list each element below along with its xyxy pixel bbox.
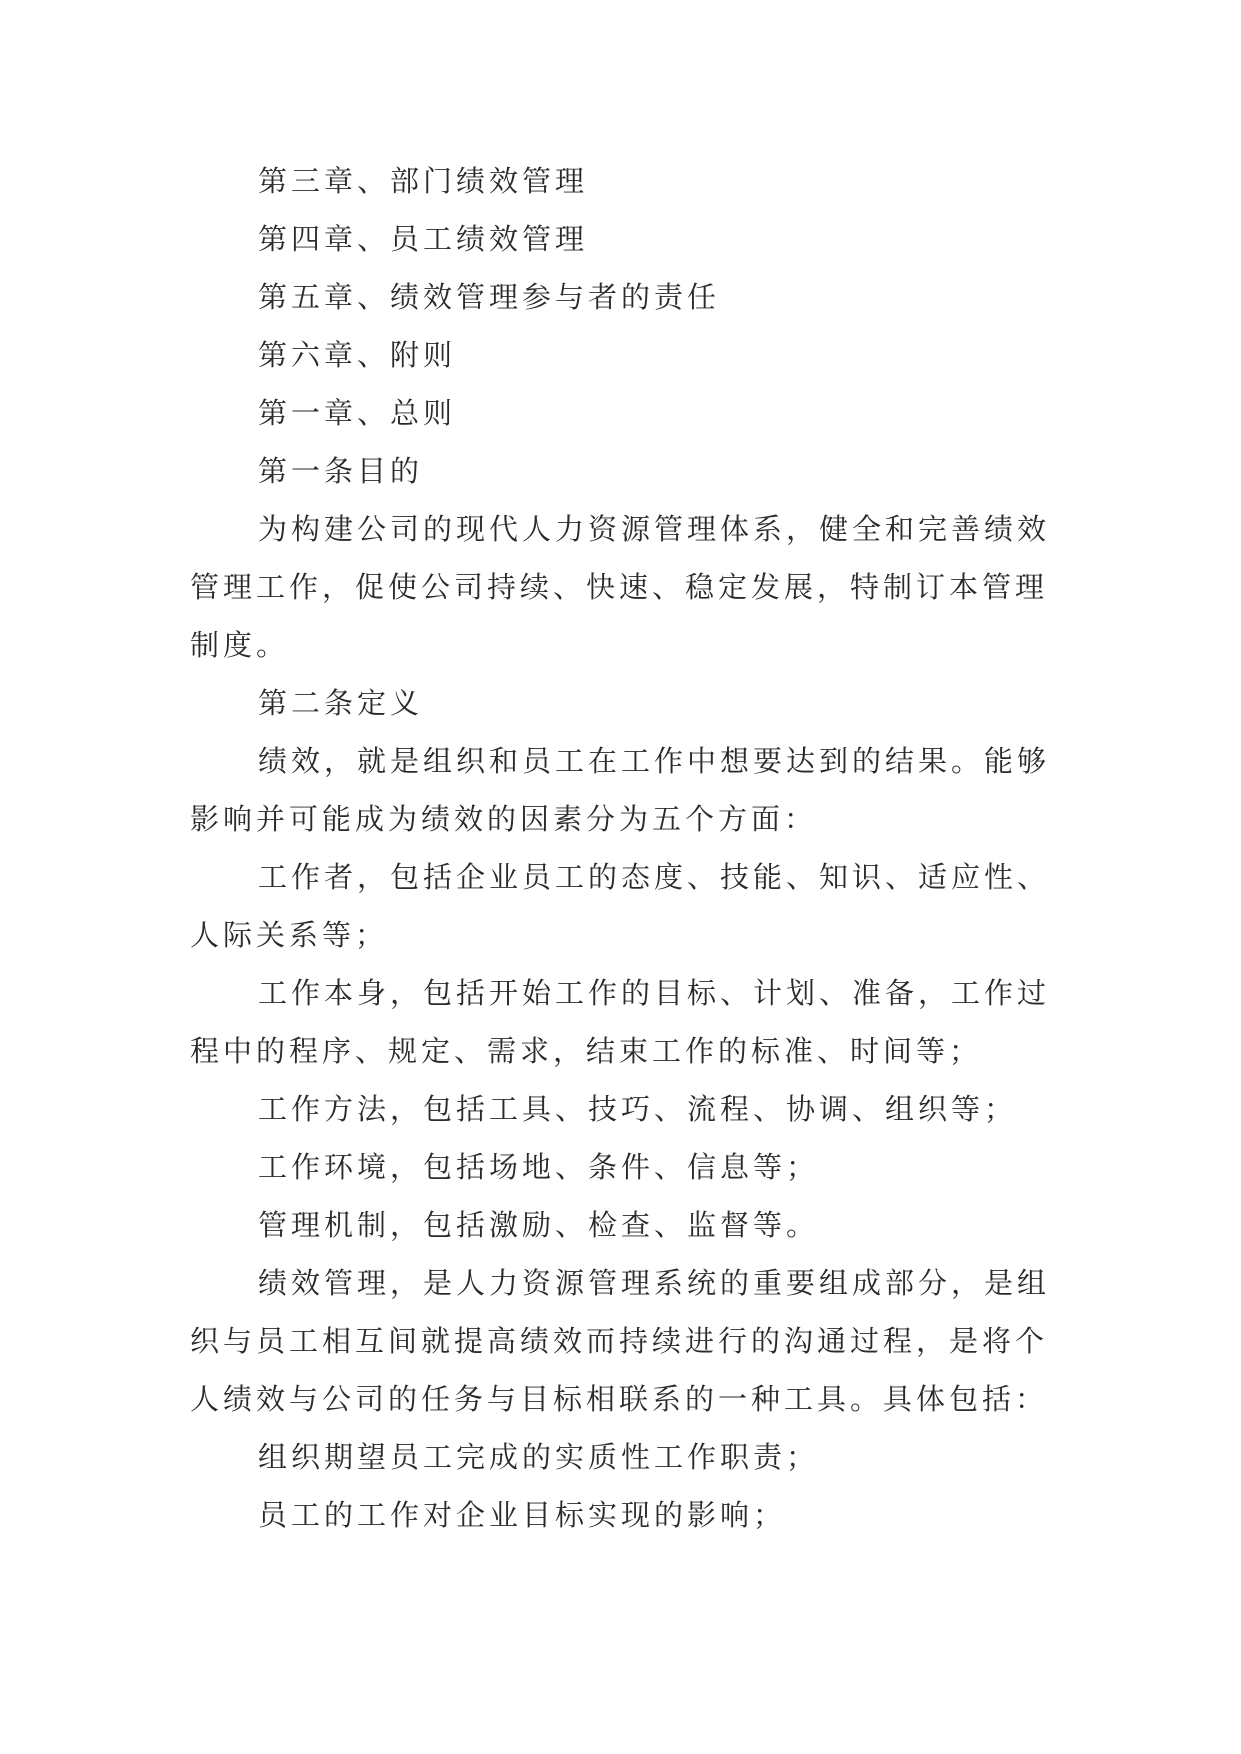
performance-management-line: 织与员工相互间就提高绩效而持续进行的沟通过程，是将个 [190, 1324, 1049, 1358]
factor-management-mechanism: 管理机制，包括激励、检查、监督等。 [258, 1208, 820, 1242]
factor-worker-line: 工作者，包括企业员工的态度、技能、知识、适应性、 [258, 860, 1051, 894]
document-body [190, 152, 1060, 1544]
chapter-1-title: 第一章、总则 [258, 396, 457, 430]
content-item-2: 员工的工作对企业目标实现的影响； [258, 1498, 787, 1532]
toc-chapter-4: 第四章、员工绩效管理 [258, 222, 589, 256]
factor-work-method: 工作方法，包括工具、技巧、流程、协调、组织等； [258, 1092, 1018, 1126]
performance-management-line: 人绩效与公司的任务与目标相联系的一种工具。具体包括： [190, 1382, 1049, 1416]
article-1-line: 制度。 [190, 628, 290, 662]
performance-definition-line: 影响并可能成为绩效的因素分为五个方面： [190, 802, 818, 836]
article-1-line: 为构建公司的现代人力资源管理体系，健全和完善绩效 [258, 512, 1051, 546]
toc-chapter-5: 第五章、绩效管理参与者的责任 [258, 280, 721, 314]
toc-chapter-3: 第三章、部门绩效管理 [258, 164, 589, 198]
factor-work-itself-line: 工作本身，包括开始工作的目标、计划、准备，工作过 [258, 976, 1051, 1010]
content-item-1: 组织期望员工完成的实质性工作职责； [258, 1440, 820, 1474]
article-1-line: 管理工作，促使公司持续、快速、稳定发展，特制订本管理 [190, 570, 1049, 604]
factor-worker-line: 人际关系等； [190, 918, 389, 952]
performance-definition-line: 绩效，就是组织和员工在工作中想要达到的结果。能够 [258, 744, 1051, 778]
factor-work-environment: 工作环境，包括场地、条件、信息等； [258, 1150, 820, 1184]
article-2-title: 第二条定义 [258, 686, 424, 720]
toc-chapter-6: 第六章、附则 [258, 338, 457, 372]
article-1-title: 第一条目的 [258, 454, 424, 488]
performance-management-line: 绩效管理，是人力资源管理系统的重要组成部分，是组 [258, 1266, 1051, 1300]
factor-work-itself-line: 程中的程序、规定、需求，结束工作的标准、时间等； [190, 1034, 983, 1068]
